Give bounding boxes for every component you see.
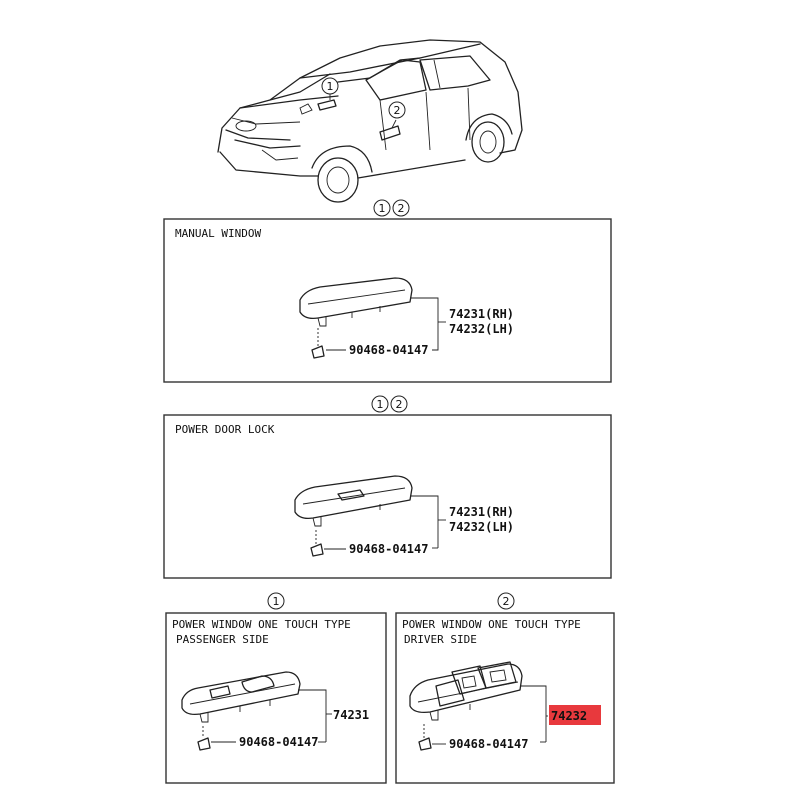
switch-base-driver [410, 662, 522, 720]
panel-power-door-lock [164, 396, 611, 578]
panel3-title-line1: POWER WINDOW ONE TOUCH TYPE [172, 618, 351, 631]
panel2-title: POWER DOOR LOCK [175, 423, 275, 436]
car-illustration [218, 40, 522, 202]
panel4-callout: 2 [502, 595, 510, 608]
car-callout-2: 2 [393, 104, 401, 117]
panel4-title-line1: POWER WINDOW ONE TOUCH TYPE [402, 618, 581, 631]
switch-base-manual [300, 278, 412, 326]
panel1-title: MANUAL WINDOW [175, 227, 262, 240]
screw-part-number: 90468-04147 [349, 343, 429, 357]
panel1-callout-1: 1 [378, 202, 386, 215]
panel2-callout-2: 2 [395, 398, 403, 411]
part-number-lh: 74232(LH) [449, 520, 515, 534]
switch-base-passenger [182, 672, 300, 722]
switch-base-door-lock [295, 476, 412, 526]
part-number-highlighted: 74232 [551, 709, 588, 723]
screw-icon [198, 726, 210, 750]
panel-manual-window [164, 200, 611, 382]
front-switch-location [318, 100, 336, 110]
screw-icon [311, 530, 323, 556]
part-number-rh: 74231(RH) [449, 505, 515, 519]
screw-icon [312, 328, 324, 358]
part-number-rh: 74231(RH) [449, 307, 515, 321]
car-callout-1: 1 [326, 80, 334, 93]
screw-icon [419, 724, 431, 750]
screw-part-number: 90468-04147 [349, 542, 429, 556]
panel-passenger-side [166, 593, 386, 783]
panel2-callout-1: 1 [376, 398, 384, 411]
panel3-title-line2: PASSENGER SIDE [176, 633, 269, 646]
part-number: 74231 [333, 708, 370, 722]
panel3-callout: 1 [272, 595, 280, 608]
screw-part-number: 90468-04147 [239, 735, 319, 749]
panel-driver-side [396, 593, 614, 783]
part-number-lh: 74232(LH) [449, 322, 515, 336]
screw-part-number: 90468-04147 [449, 737, 529, 751]
panel1-callout-2: 2 [397, 202, 405, 215]
panel4-title-line2: DRIVER SIDE [404, 633, 477, 646]
